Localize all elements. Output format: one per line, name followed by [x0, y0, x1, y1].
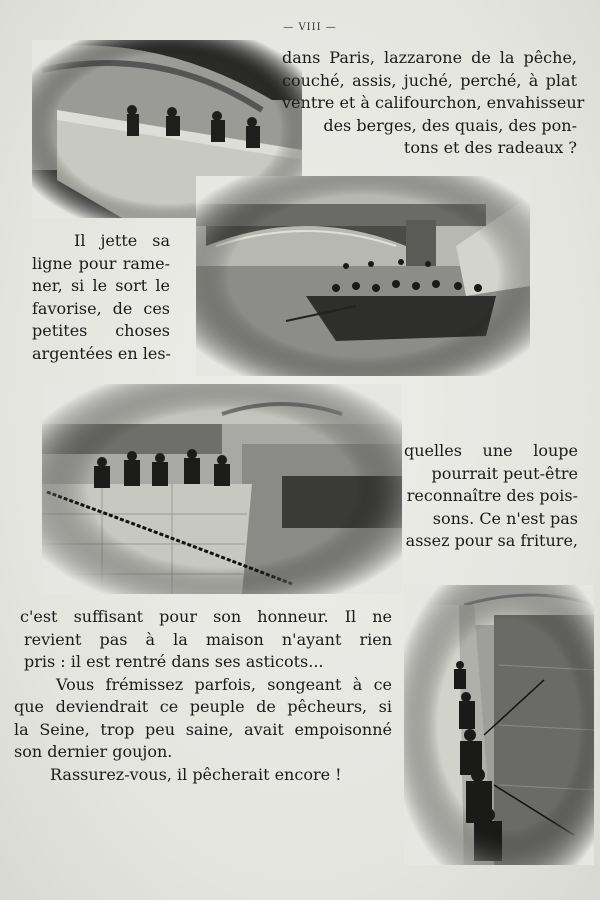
text-line: que deviendrait ce peuple de pêcheurs, si: [14, 697, 392, 716]
page-number: — VIII —: [283, 22, 337, 33]
text-line: Il jette sa: [74, 231, 170, 250]
text-line: petites choses: [32, 321, 170, 340]
paragraph-ligne: [32, 230, 170, 365]
text-line: ventre et à califourchon, envahisseur: [282, 93, 585, 112]
text-line: ligne pour rame-: [32, 253, 170, 273]
text-line: quelles une loupe: [404, 441, 578, 460]
photo-crowded-boat: [196, 176, 530, 376]
text-line: des berges, des quais, des pon-: [323, 115, 577, 135]
text-line: ner, si le sort le: [32, 276, 170, 295]
paragraph-loupe: [404, 440, 578, 553]
text-line: revient pas à la maison n'ayant rien: [24, 629, 392, 649]
text-line: favorise, de ces: [32, 298, 170, 318]
text-line: pourrait peut-être: [431, 463, 578, 483]
text-line: tons et des radeaux ?: [403, 138, 577, 157]
text-line: c'est suffisant pour son honneur. Il ne: [20, 607, 392, 626]
paragraph-honneur: [14, 606, 392, 786]
text-line: son dernier goujon.: [14, 742, 173, 761]
text-line: assez pour sa friture,: [405, 531, 578, 550]
text-line: Vous frémissez parfois, songeant à ce: [56, 674, 392, 694]
text-line: argentées en les-: [32, 343, 171, 363]
text-line: la Seine, trop peu saine, avait empoisonné: [14, 719, 392, 739]
text-line: Rassurez-vous, il pêcherait encore !: [50, 764, 342, 784]
text-line: reconnaître des pois-: [406, 486, 578, 505]
text-line: sons. Ce n'est pas: [432, 508, 578, 528]
text-line: couché, assis, juché, perché, à plat: [282, 70, 577, 90]
text-line: dans Paris, lazzarone de la pêche,: [282, 48, 577, 67]
text-line: pris : il est rentré dans ses asticots...: [24, 652, 324, 671]
photo-fishermen-on-quay: [42, 384, 402, 594]
paragraph-intro: [282, 47, 585, 160]
photo-anglers-riverbank: [404, 585, 594, 865]
